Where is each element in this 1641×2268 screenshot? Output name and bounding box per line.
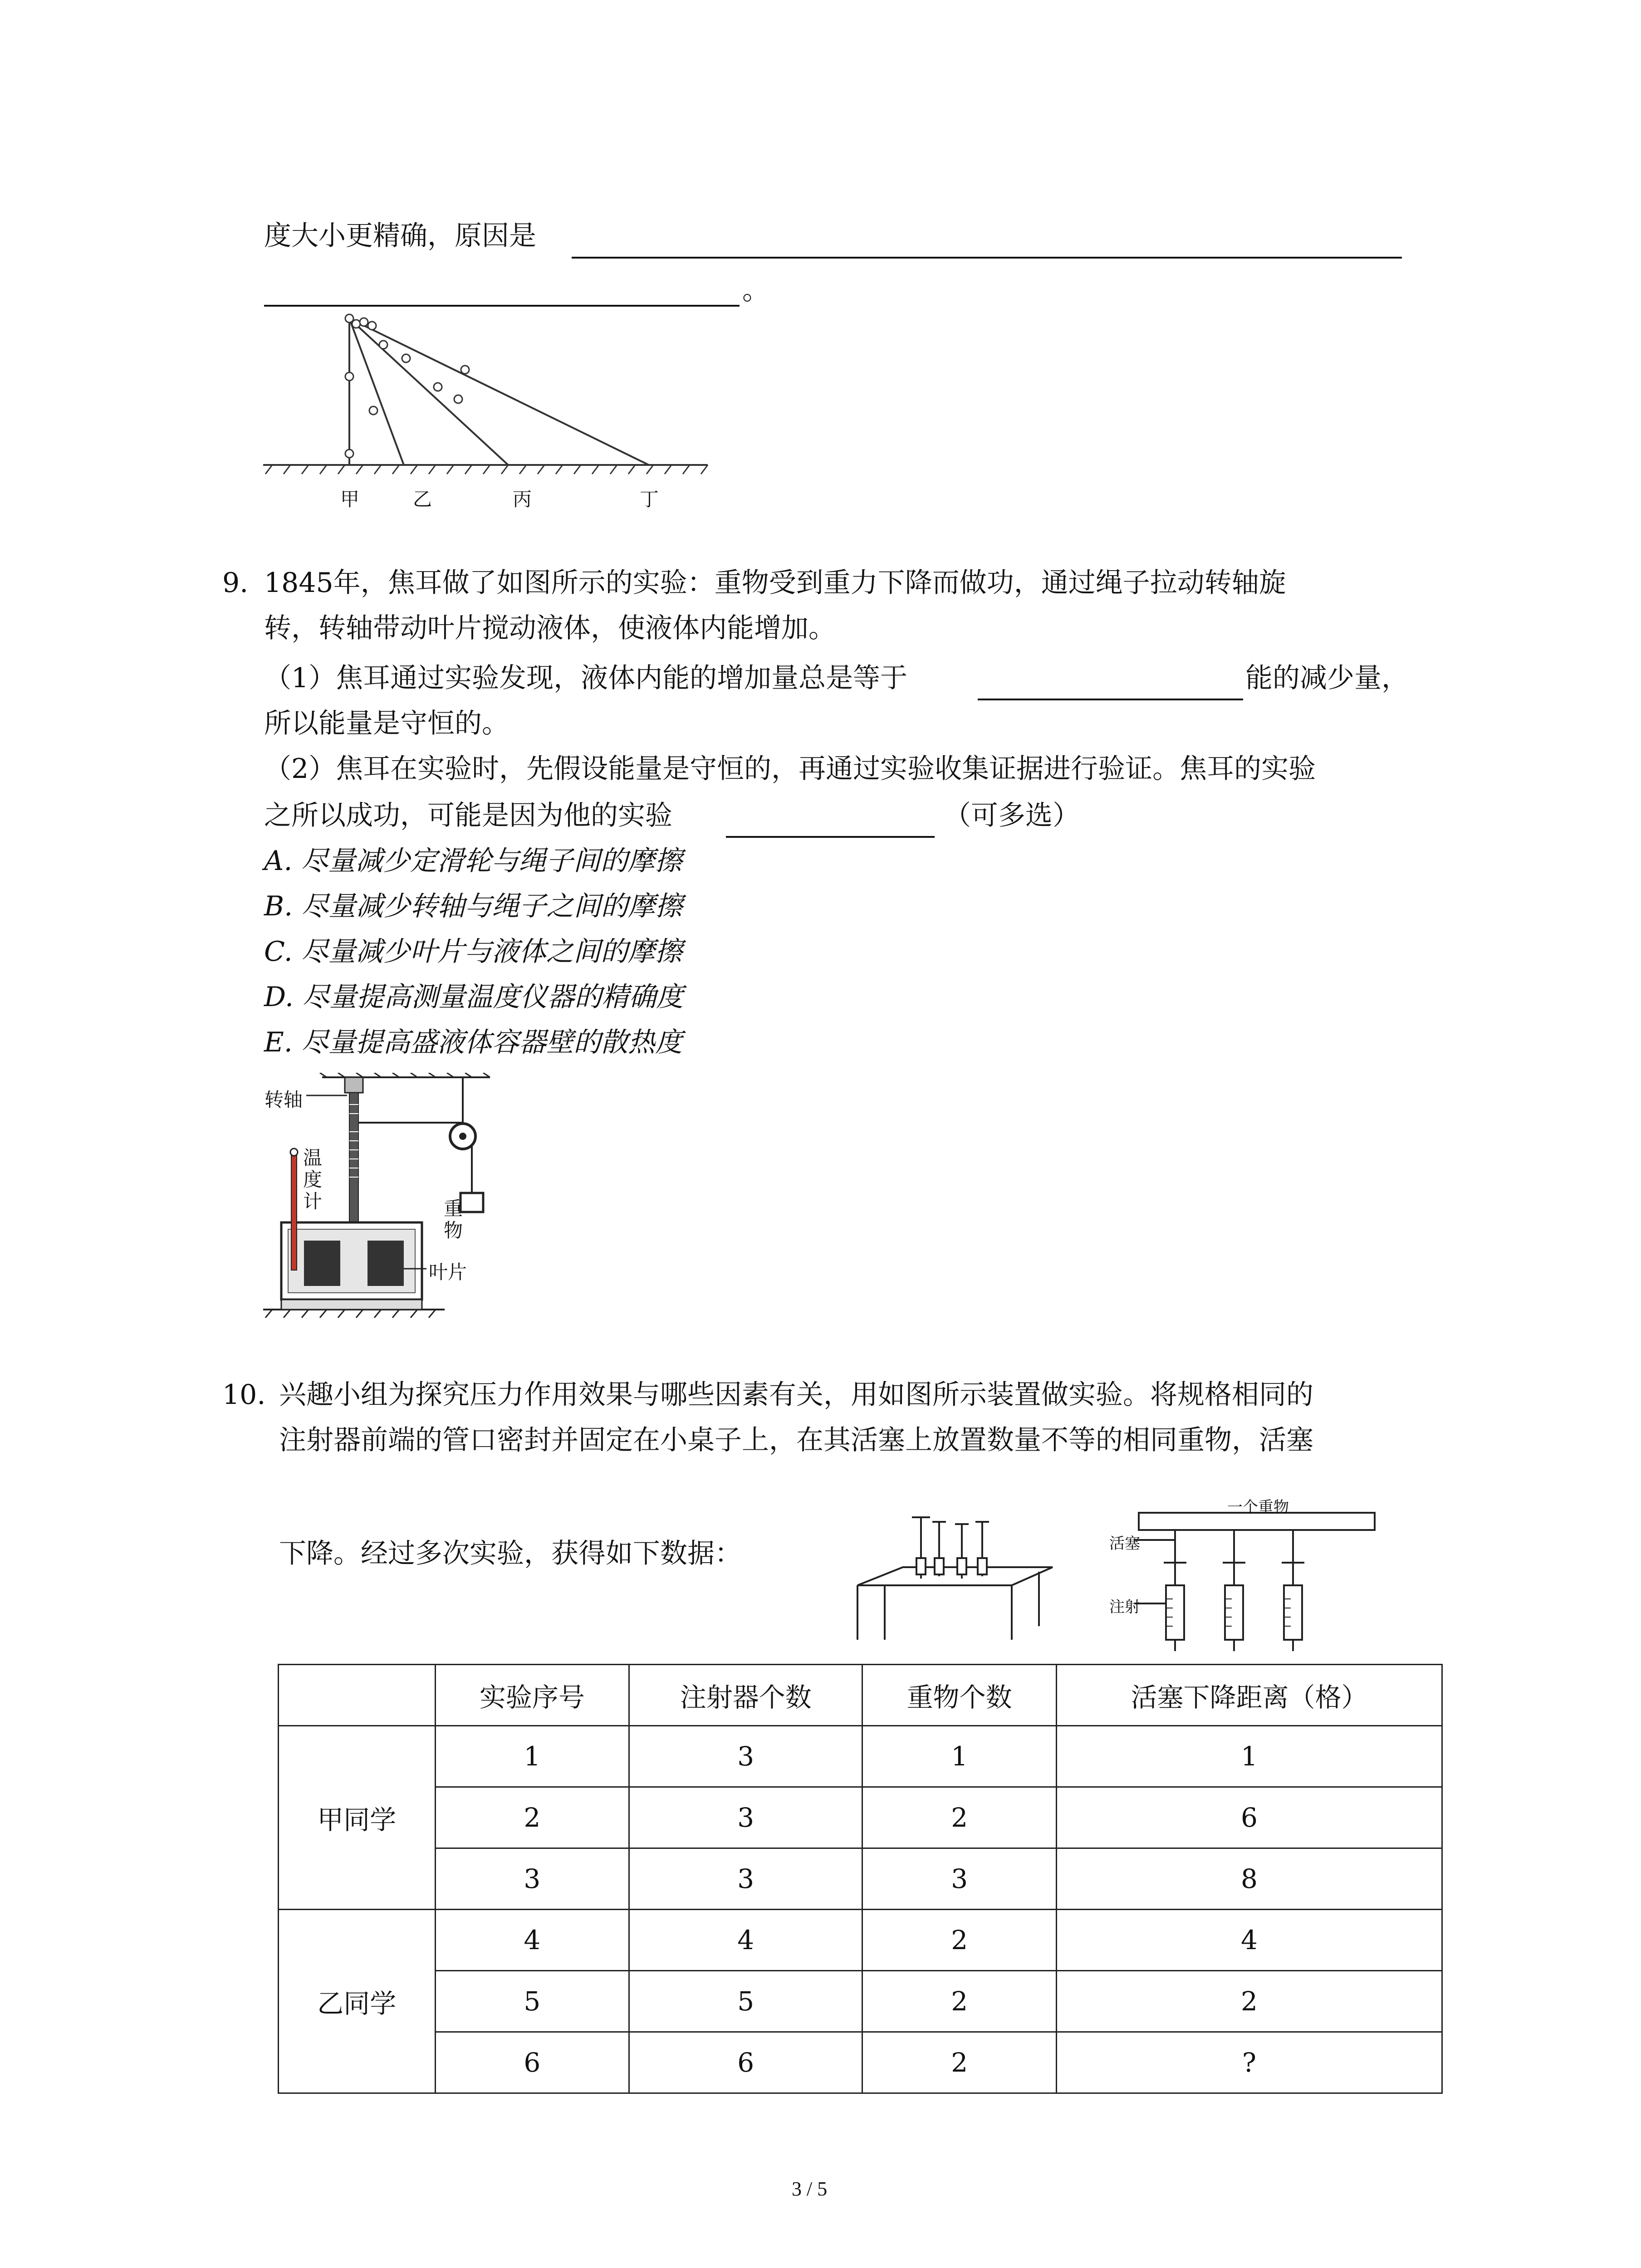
q8-ramp-figure	[263, 308, 717, 508]
group-name-cell: 乙同学	[279, 1910, 436, 2093]
q9-p1-text-after: 能的减少量，	[1245, 662, 1409, 694]
table-header-cell	[279, 1665, 436, 1726]
q9-option-c[interactable]: C. 尽量减少叶片与液体之间的摩擦	[264, 936, 682, 968]
table-row	[279, 1971, 1442, 2032]
q9-option-b[interactable]: B. 尽量减少转轴与绳子之间的摩擦	[264, 890, 683, 922]
q8-answer-blank-2[interactable]	[264, 305, 740, 307]
q10-label-piston: 活塞	[1109, 1535, 1140, 1553]
table-cell: 3	[862, 1848, 1056, 1910]
table-row	[279, 2032, 1442, 2093]
q9-label-weight-1: 重	[444, 1198, 463, 1220]
table-cell: 4	[629, 1910, 862, 1971]
q10-table-figure	[848, 1504, 1057, 1649]
q9-stem-line1: 1845年，焦耳做了如图所示的实验：重物受到重力下降而做功，通过绳子拉动转轴旋	[264, 567, 1286, 599]
q9-label-thermo-3: 计	[303, 1190, 323, 1212]
q10-stem-line2: 注射器前端的管口密封并固定在小桌子上，在其活塞上放置数量不等的相同重物，活塞	[279, 1424, 1313, 1456]
group-name-cell: 甲同学	[279, 1726, 436, 1910]
table-cell: 2	[862, 2032, 1056, 2093]
q9-p2-line1: （2）焦耳在实验时，先假设能量是守恒的，再通过实验收集证据进行验证。焦耳的实验	[264, 753, 1316, 785]
table-cell: 3	[435, 1848, 629, 1910]
table-cell: 6	[629, 2032, 862, 2093]
table-cell: 1	[435, 1726, 629, 1787]
q10-number: 10.	[222, 1379, 266, 1411]
table-cell: 4	[435, 1910, 629, 1971]
table-cell: 6	[1056, 1787, 1442, 1848]
table-cell: 6	[435, 2032, 629, 2093]
table-cell: 5	[435, 1971, 629, 2032]
table-cell: 8	[1056, 1848, 1442, 1910]
q10-label-syringe: 注射	[1109, 1598, 1140, 1616]
q8-period: 。	[742, 274, 769, 306]
table-header-cell: 实验序号	[435, 1665, 629, 1726]
table-row	[279, 1848, 1442, 1910]
table-cell: 1	[1056, 1726, 1442, 1787]
q8-label-bing: 丙	[513, 488, 532, 510]
table-cell: 5	[629, 1971, 862, 2032]
q8-text-line1: 度大小更精确，原因是	[264, 220, 536, 252]
q9-p2-text-before: 之所以成功，可能是因为他的实验	[264, 800, 672, 831]
table-header-cell: 注射器个数	[629, 1665, 862, 1726]
q10-stem-line3: 下降。经过多次实验，获得如下数据：	[279, 1538, 742, 1569]
table-header-cell: 活塞下降距离（格）	[1056, 1665, 1442, 1726]
q9-p1-answer-blank[interactable]	[978, 699, 1243, 700]
q9-p2-text-after: （可多选）	[944, 800, 1080, 831]
q10-syringe-figure	[1107, 1495, 1379, 1658]
q8-label-yi: 乙	[413, 488, 432, 510]
q9-option-e[interactable]: E. 尽量提高盛液体容器壁的散热度	[264, 1026, 682, 1058]
q8-label-jia: 甲	[340, 488, 360, 510]
table-header-cell: 重物个数	[862, 1665, 1056, 1726]
table-cell: 2	[435, 1787, 629, 1848]
table-row	[279, 1726, 1442, 1787]
table-row	[279, 1787, 1442, 1848]
q10-label-weight: 一个重物	[1227, 1498, 1289, 1516]
q9-stem-line2: 转，转轴带动叶片搅动液体，使液体内能增加。	[264, 612, 836, 644]
table-cell: 2	[862, 1787, 1056, 1848]
q9-label-axle: 转轴	[265, 1089, 303, 1111]
q9-label-weight-2: 物	[444, 1219, 463, 1242]
q9-option-a[interactable]: A. 尽量减少定滑轮与绳子间的摩擦	[264, 845, 682, 877]
q9-number: 9.	[222, 567, 249, 599]
q9-label-blade: 叶片	[429, 1261, 467, 1283]
table-row	[279, 1910, 1442, 1971]
q9-label-thermo-1: 温	[303, 1147, 323, 1169]
q9-option-d[interactable]: D. 尽量提高测量温度仪器的精确度	[264, 981, 684, 1013]
table-cell: 2	[1056, 1971, 1442, 2032]
table-cell: 3	[629, 1787, 862, 1848]
q9-label-thermo-2: 度	[303, 1168, 323, 1191]
table-cell: 2	[862, 1971, 1056, 2032]
q10-data-table	[278, 1664, 1443, 2094]
page-number: 3 / 5	[792, 2178, 828, 2200]
q9-p1-line2: 所以能量是守恒的。	[264, 708, 509, 739]
table-header-row	[279, 1665, 1442, 1726]
table-cell: 4	[1056, 1910, 1442, 1971]
q9-p2-answer-blank[interactable]	[726, 836, 935, 838]
table-cell: 3	[629, 1726, 862, 1787]
q10-stem-line1: 兴趣小组为探究压力作用效果与哪些因素有关，用如图所示装置做实验。将规格相同的	[279, 1379, 1313, 1411]
table-cell: ?	[1056, 2032, 1442, 2093]
table-cell: 3	[629, 1848, 862, 1910]
table-cell: 1	[862, 1726, 1056, 1787]
q8-answer-blank-1[interactable]	[572, 257, 1402, 259]
table-cell: 2	[862, 1910, 1056, 1971]
q9-p1-text-before: （1）焦耳通过实验发现，液体内能的增加量总是等于	[264, 662, 908, 694]
q8-label-ding: 丁	[640, 488, 659, 510]
